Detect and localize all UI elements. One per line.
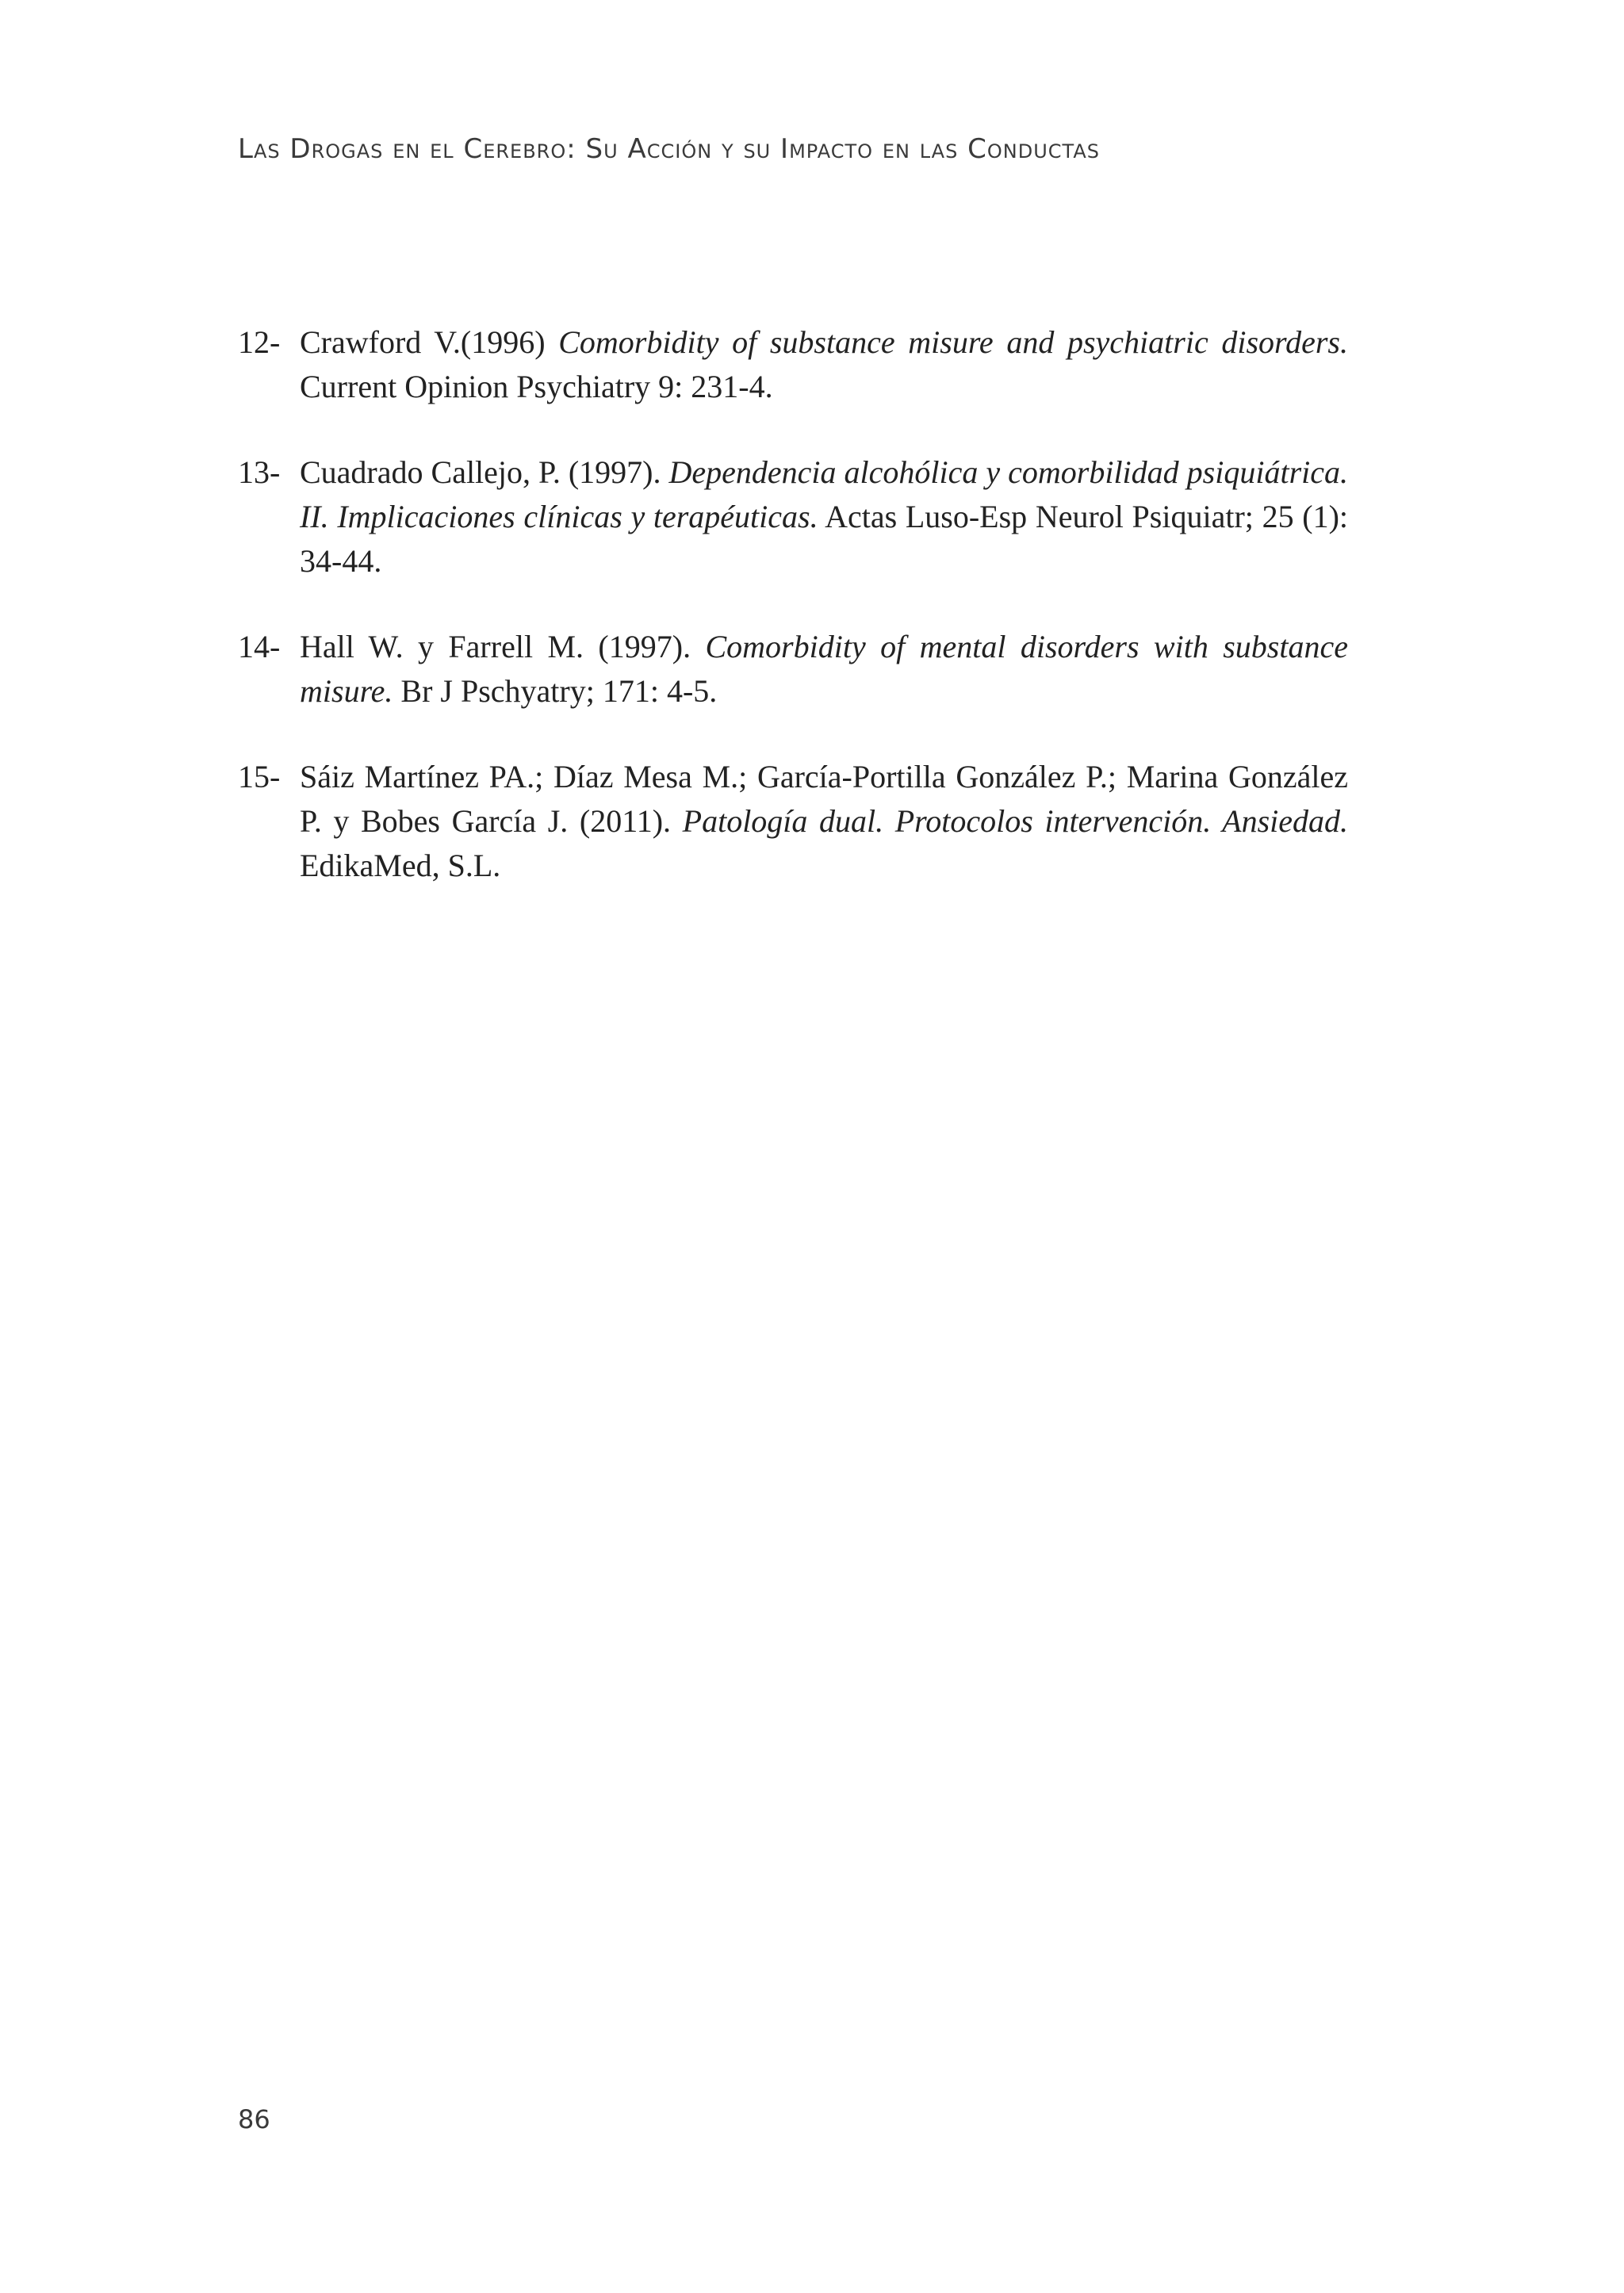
reference-item-12 [238,320,1348,409]
reference-source: Current Opinion Psychiatry 9: 231-4. [300,369,773,404]
reference-source: Br J Pschyatry; 171: 4-5. [393,673,718,709]
reference-authors: Sáiz Martínez PA.; Díaz Mesa M.; García-Portilla González P.; Marina González P. y Bobes García J. (2011). [300,759,1348,839]
reference-authors: Hall W. y Farrell M. (1997). [300,629,706,664]
reference-title: Dependencia alcohólica y comorbilidad psiquiátrica. II. Implicaciones clínicas y terapéuticas. [300,454,1349,534]
reference-item-14 [238,625,1348,714]
reference-title: Patología dual. Protocolos intervención. Ansiedad. [682,803,1348,839]
reference-number: 15- [238,759,281,794]
page-number: 86 [238,2104,270,2134]
reference-title: Comorbidity of mental disorders with substance misure. [300,629,1348,709]
reference-number: 13- [238,454,281,490]
running-header: Las Drogas en el Cerebro: Su Acción y su Impacto en las Conductas [238,133,1100,165]
reference-list [238,320,1348,929]
reference-authors: Crawford V.(1996) [300,324,559,360]
reference-number: 14- [238,629,281,664]
reference-title: Comorbidity of substance misure and psychiatric disorders. [558,324,1348,360]
reference-item-15 [238,755,1348,888]
reference-authors: Cuadrado Callejo, P. (1997). [300,454,669,490]
reference-source: Actas Luso-Esp Neurol Psiquiatr; 25 (1): 34-44. [300,499,1348,579]
reference-source: EdikaMed, S.L. [300,848,501,883]
reference-item-13 [238,450,1348,584]
reference-number: 12- [238,324,281,360]
